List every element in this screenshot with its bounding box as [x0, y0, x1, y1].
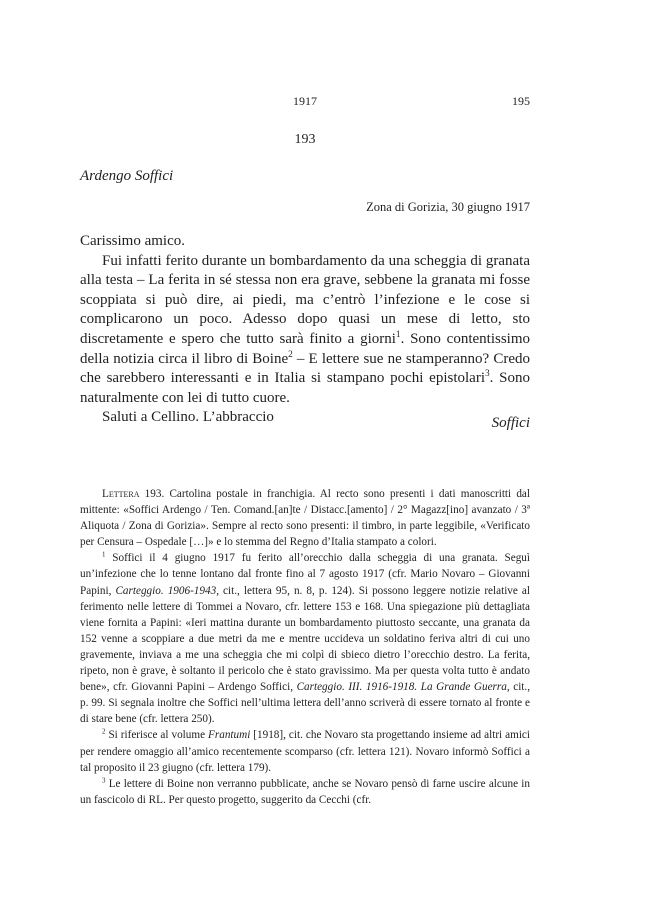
note-label: Lettera [102, 488, 140, 500]
running-head [80, 94, 530, 110]
letter-number: 193 [294, 132, 316, 147]
footnote-2 [80, 727, 530, 775]
editorial-notes [80, 486, 530, 808]
note-text: , cit., lettera 95, n. 8, p. 124). Si possono leggere notizie relative al ferimento nelle lettere di Tommei a Novaro, cfr. lettere 153 e 168. Una spiegazione più dettagliata viene fornita a Papini: «Ieri mattina durante un bombardamento piuttosto seccante, una granata da 152 venne a scoppiare a due metri da me e mentre uccideva un soldatino feriva altri di cui uno gravemente, inviava a me una scheggia che mi colpì di sbieco dietro l’orecchio destro. La ferita, ripeto, non è grave, è soltanto il pericolo che è stato gravissimo. Ma per questa volta tutto è andato bene», cfr. Giovanni Papini – Ardengo Soffici, [80, 584, 531, 694]
dateline: Zona di Gorizia, 30 giugno 1917 [366, 200, 530, 214]
letter-body [80, 232, 530, 428]
note-title: Frantumi [208, 729, 251, 742]
note-title: Carteggio. III. 1916-1918. La Grande Guerra [296, 681, 507, 694]
signature: Soffici [491, 415, 530, 431]
note-text: [1918], cit. che Novaro sta progettando insieme ad altri amici per rendere omaggio all’amico recentemente scomparso (cfr. lettera 121). Novaro informò Soffici a tal proposito il 23 giugno (cfr. lettera 179). [80, 729, 531, 774]
footnote-ref-2: 2 [288, 349, 293, 360]
footnote-ref-1: 1 [395, 329, 401, 340]
footnote-number: 3 [102, 775, 106, 784]
paragraph-text: – E lettere sue ne stamperanno? Credo che sarebbero interessanti e in Italia si stampano pochi epistolari [80, 350, 530, 387]
footnote-number: 1 [102, 550, 106, 559]
note-letter-description [80, 486, 530, 550]
paragraph-text: . Sono naturalmente con lei di tutto cuore. [80, 370, 531, 406]
book-page [80, 0, 530, 917]
note-text: Soffici il 4 giugno 1917 fu ferito all’orecchio dalla scheggia di una granata. Seguì un’infezione che lo tenne lontano dal fronte fino al 7 agosto 1917 (cfr. Mario Novaro – Giovanni Papini, [80, 552, 530, 597]
page-number: 195 [512, 94, 530, 108]
footnote-number: 2 [102, 727, 106, 736]
note-text: , cit., p. 99. Si segnala inoltre che Soffici nell’ultima lettera dell’anno scriverà di essere tornato al fronte e di stare bene (cfr. lettera 250). [80, 681, 530, 726]
note-title: Carteggio. 1906-1943 [115, 584, 217, 597]
footnote-ref-3: 3 [485, 369, 490, 380]
letter-paragraph [80, 252, 530, 409]
footnote-3 [80, 776, 530, 808]
paragraph-text: . Sono contentissimo della notizia circa il libro di Boine [80, 330, 531, 367]
salutation: Carissimo amico. [80, 233, 185, 249]
addressee: Ardengo Soffici [80, 168, 174, 184]
running-head-year: 1917 [293, 94, 317, 108]
note-text: 193. Cartolina postale in franchigia. Al recto sono presenti i dati manoscritti dal mittente: «Soffici Ardengo / Ten. Comand.[an]te / Distacc.[amento] / 2° Magazz[ino] avanzato / 3ª Aliquota / Zona di Gorizia». Sempre al recto sono presenti: il timbro, in parte leggibile, «Verificato per Censura – Ospedale […]» e lo stemma del Regno d’Italia stampato a colori. [80, 488, 530, 549]
note-text: Si riferisce al volume [105, 729, 209, 742]
paragraph-text: Fui infatti ferito durante un bombardamento da una scheggia di granata alla testa – La ferita in sé stessa non era grave, sebbene la granata mi fosse scoppiata si può dire, ai piedi, ma c’entrò l’infezione e le cose si complicarono un poco. Adesso dopo quasi un mese di letto, sto discretamente e spero che tutto sarà finito a giorni [80, 252, 530, 347]
footnote-1 [80, 550, 530, 727]
closing: Saluti a Cellino. L’abbraccio [102, 409, 274, 426]
note-text: Le lettere di Boine non verranno pubblicate, anche se Novaro pensò di farne uscire alcune in un fascicolo di RL. Per questo progetto, suggerito da Cecchi (cfr. [80, 777, 530, 806]
